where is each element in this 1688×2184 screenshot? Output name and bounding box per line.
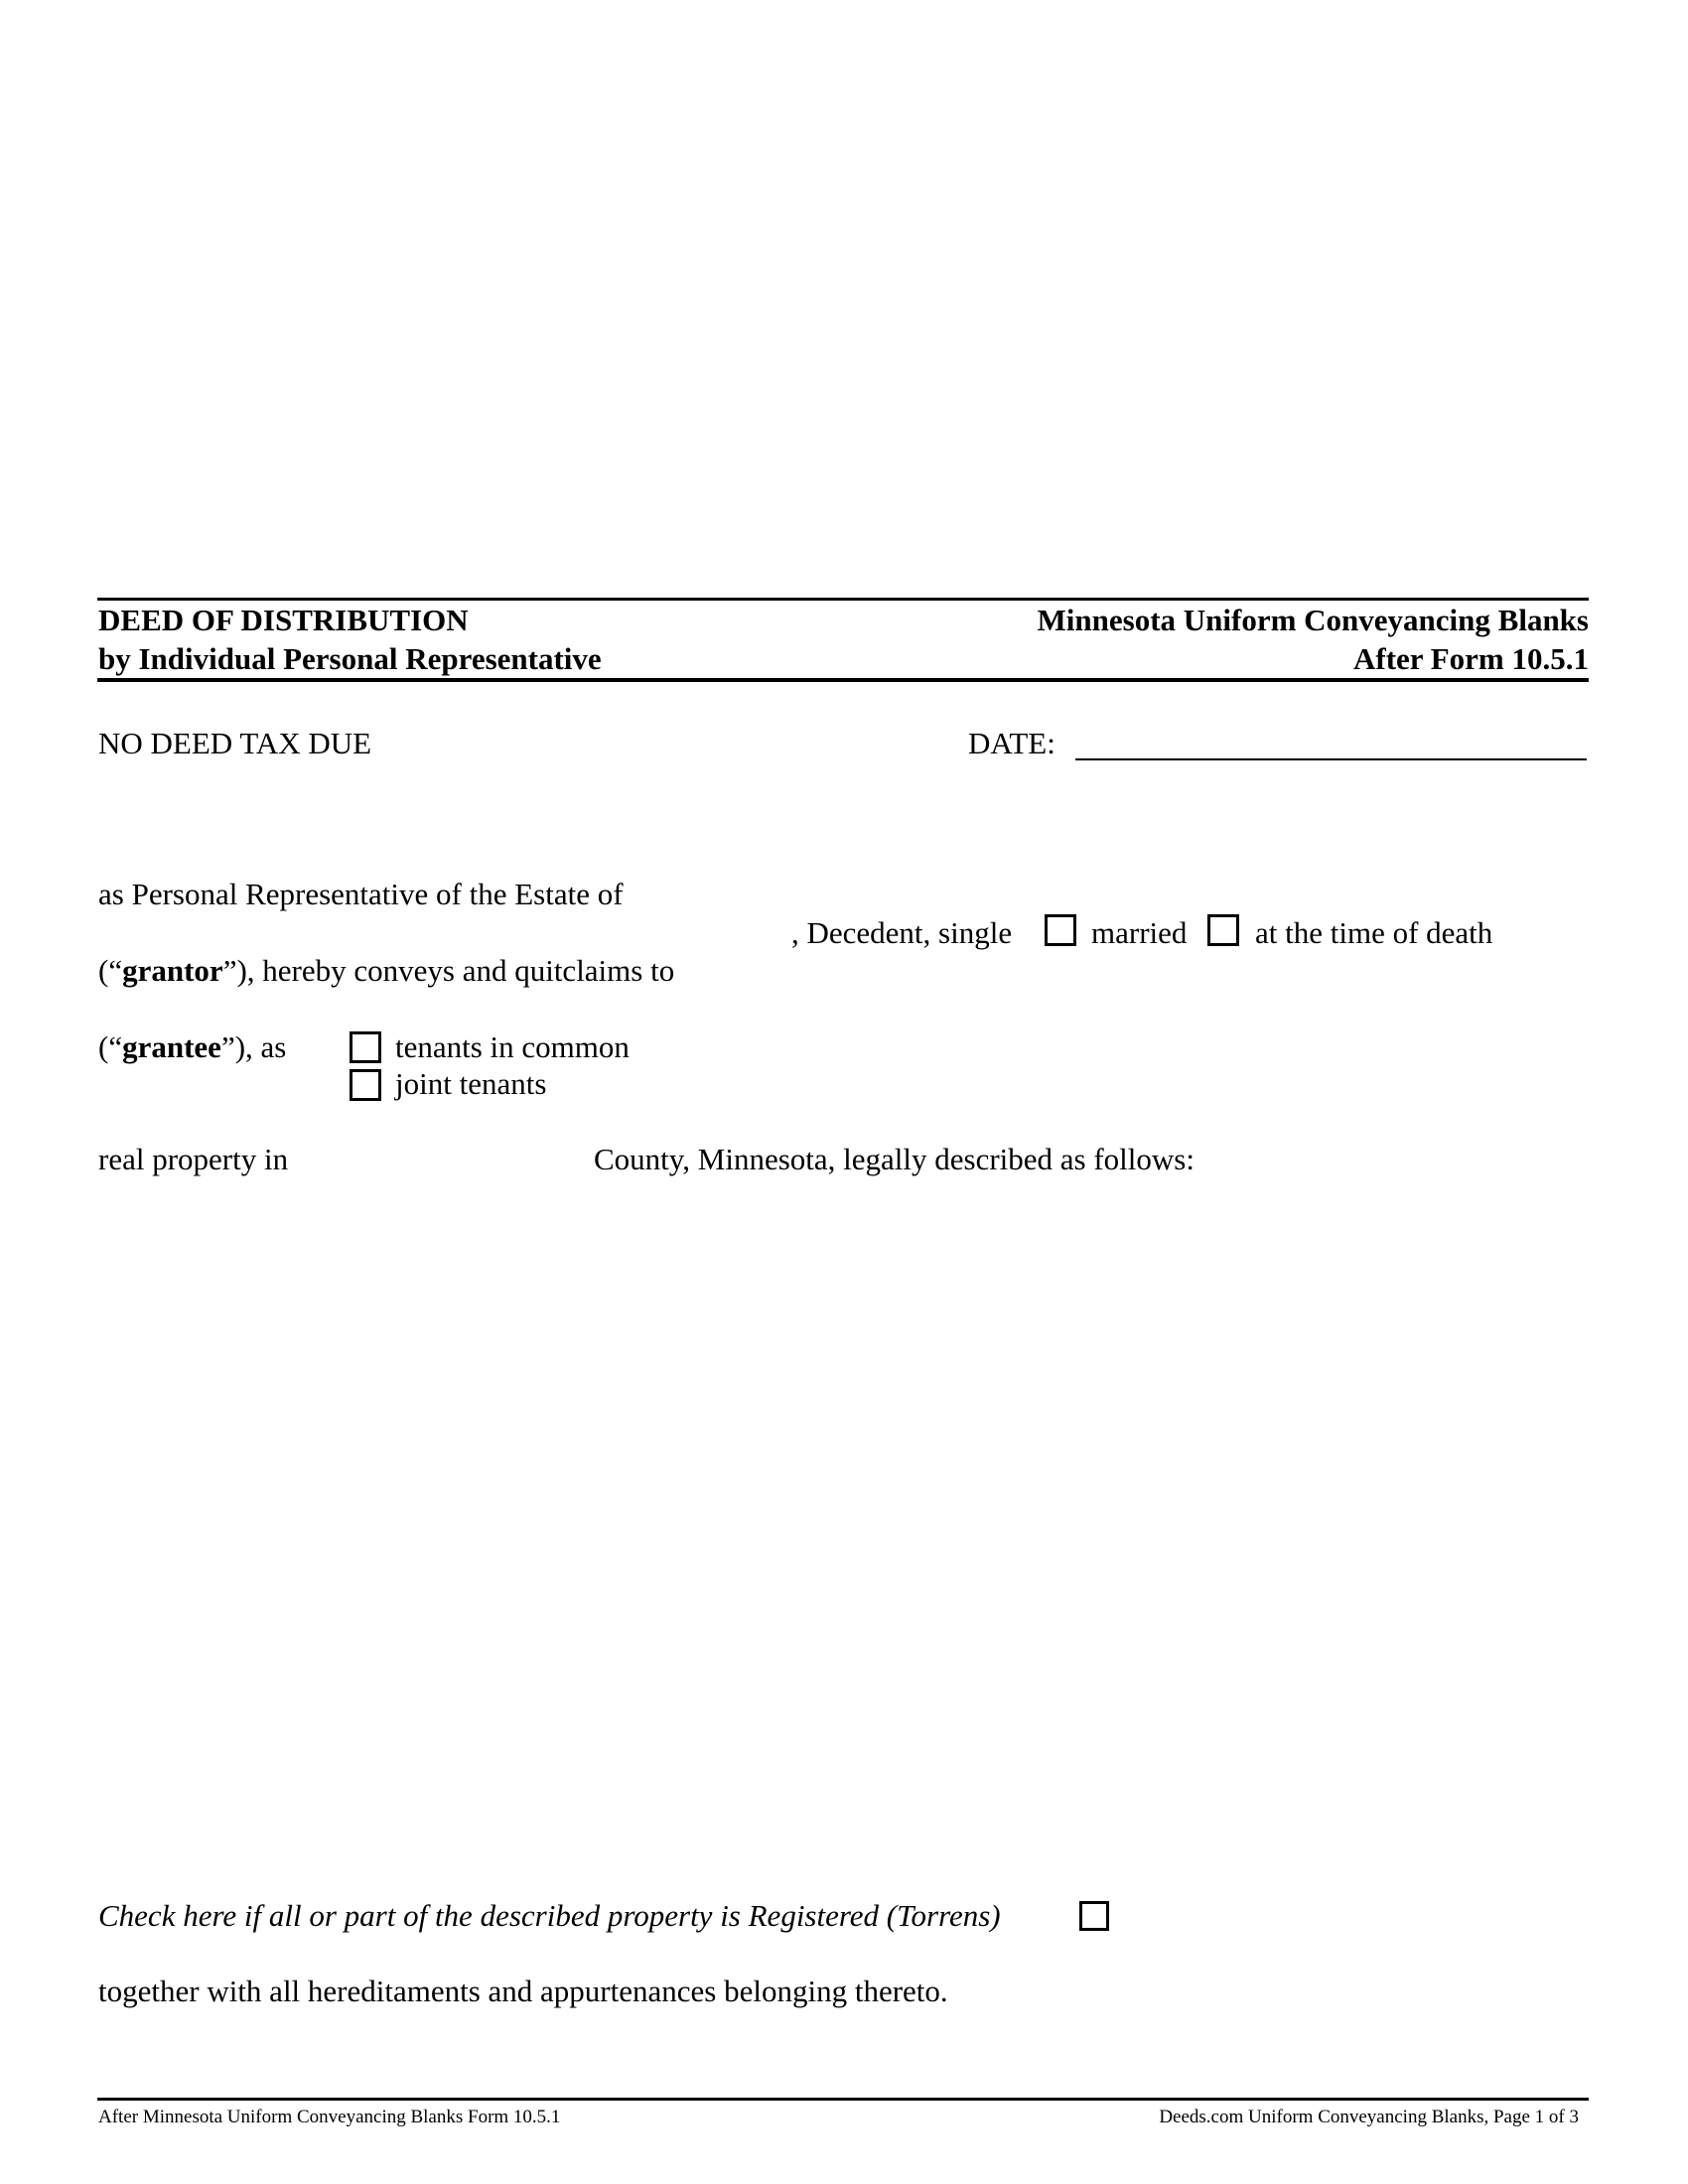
time-of-death-text: at the time of death	[1255, 915, 1493, 950]
tenants-in-common-checkbox[interactable]	[350, 1031, 381, 1063]
hereditaments-text: together with all hereditaments and appurtenances belonging thereto.	[98, 1974, 948, 2008]
grantor-open-quote: (“	[98, 953, 123, 988]
married-checkbox[interactable]	[1207, 914, 1239, 946]
header-bottom-rule	[97, 678, 1589, 682]
no-deed-tax-label: NO DEED TAX DUE	[98, 726, 372, 760]
torrens-checkbox[interactable]	[1079, 1901, 1109, 1931]
county-legal-description-label: County, Minnesota, legally described as follows:	[594, 1142, 1195, 1176]
grantee-term: grantee	[122, 1029, 221, 1064]
grantee-open-quote: (“	[98, 1029, 123, 1064]
single-checkbox[interactable]	[1045, 914, 1076, 946]
torrens-text: Check here if all or part of the described property is Registered (Torrens)	[98, 1898, 1001, 1933]
deed-title: DEED OF DISTRIBUTION	[98, 603, 469, 637]
joint-tenants-checkbox[interactable]	[350, 1069, 381, 1101]
grantor-rest: ”), hereby conveys and quitclaims to	[222, 953, 675, 988]
grantee-line	[98, 1028, 286, 1066]
deed-subtitle: by Individual Personal Representative	[98, 641, 602, 676]
header-top-rule	[97, 598, 1589, 601]
grantor-term: grantor	[122, 953, 223, 988]
married-label: married	[1091, 915, 1188, 950]
footer-rule	[97, 2098, 1589, 2101]
tenants-in-common-label: tenants in common	[395, 1029, 630, 1064]
real-property-label: real property in	[98, 1142, 289, 1176]
grantee-rest: ”), as	[220, 1029, 287, 1064]
estate-line: as Personal Representative of the Estate of	[98, 877, 624, 911]
decedent-text: , Decedent, single	[791, 915, 1013, 950]
form-number: After Form 10.5.1	[1352, 641, 1589, 676]
footer-left: After Minnesota Uniform Conveyancing Blanks Form 10.5.1	[98, 2107, 561, 2127]
date-label: DATE:	[968, 726, 1055, 760]
form-series-name: Minnesota Uniform Conveyancing Blanks	[1037, 603, 1589, 637]
grantor-line	[98, 952, 674, 990]
joint-tenants-label: joint tenants	[395, 1066, 547, 1101]
date-field-line[interactable]	[1075, 758, 1587, 760]
footer-right: Deeds.com Uniform Conveyancing Blanks, Page 1 of 3	[1159, 2107, 1579, 2127]
